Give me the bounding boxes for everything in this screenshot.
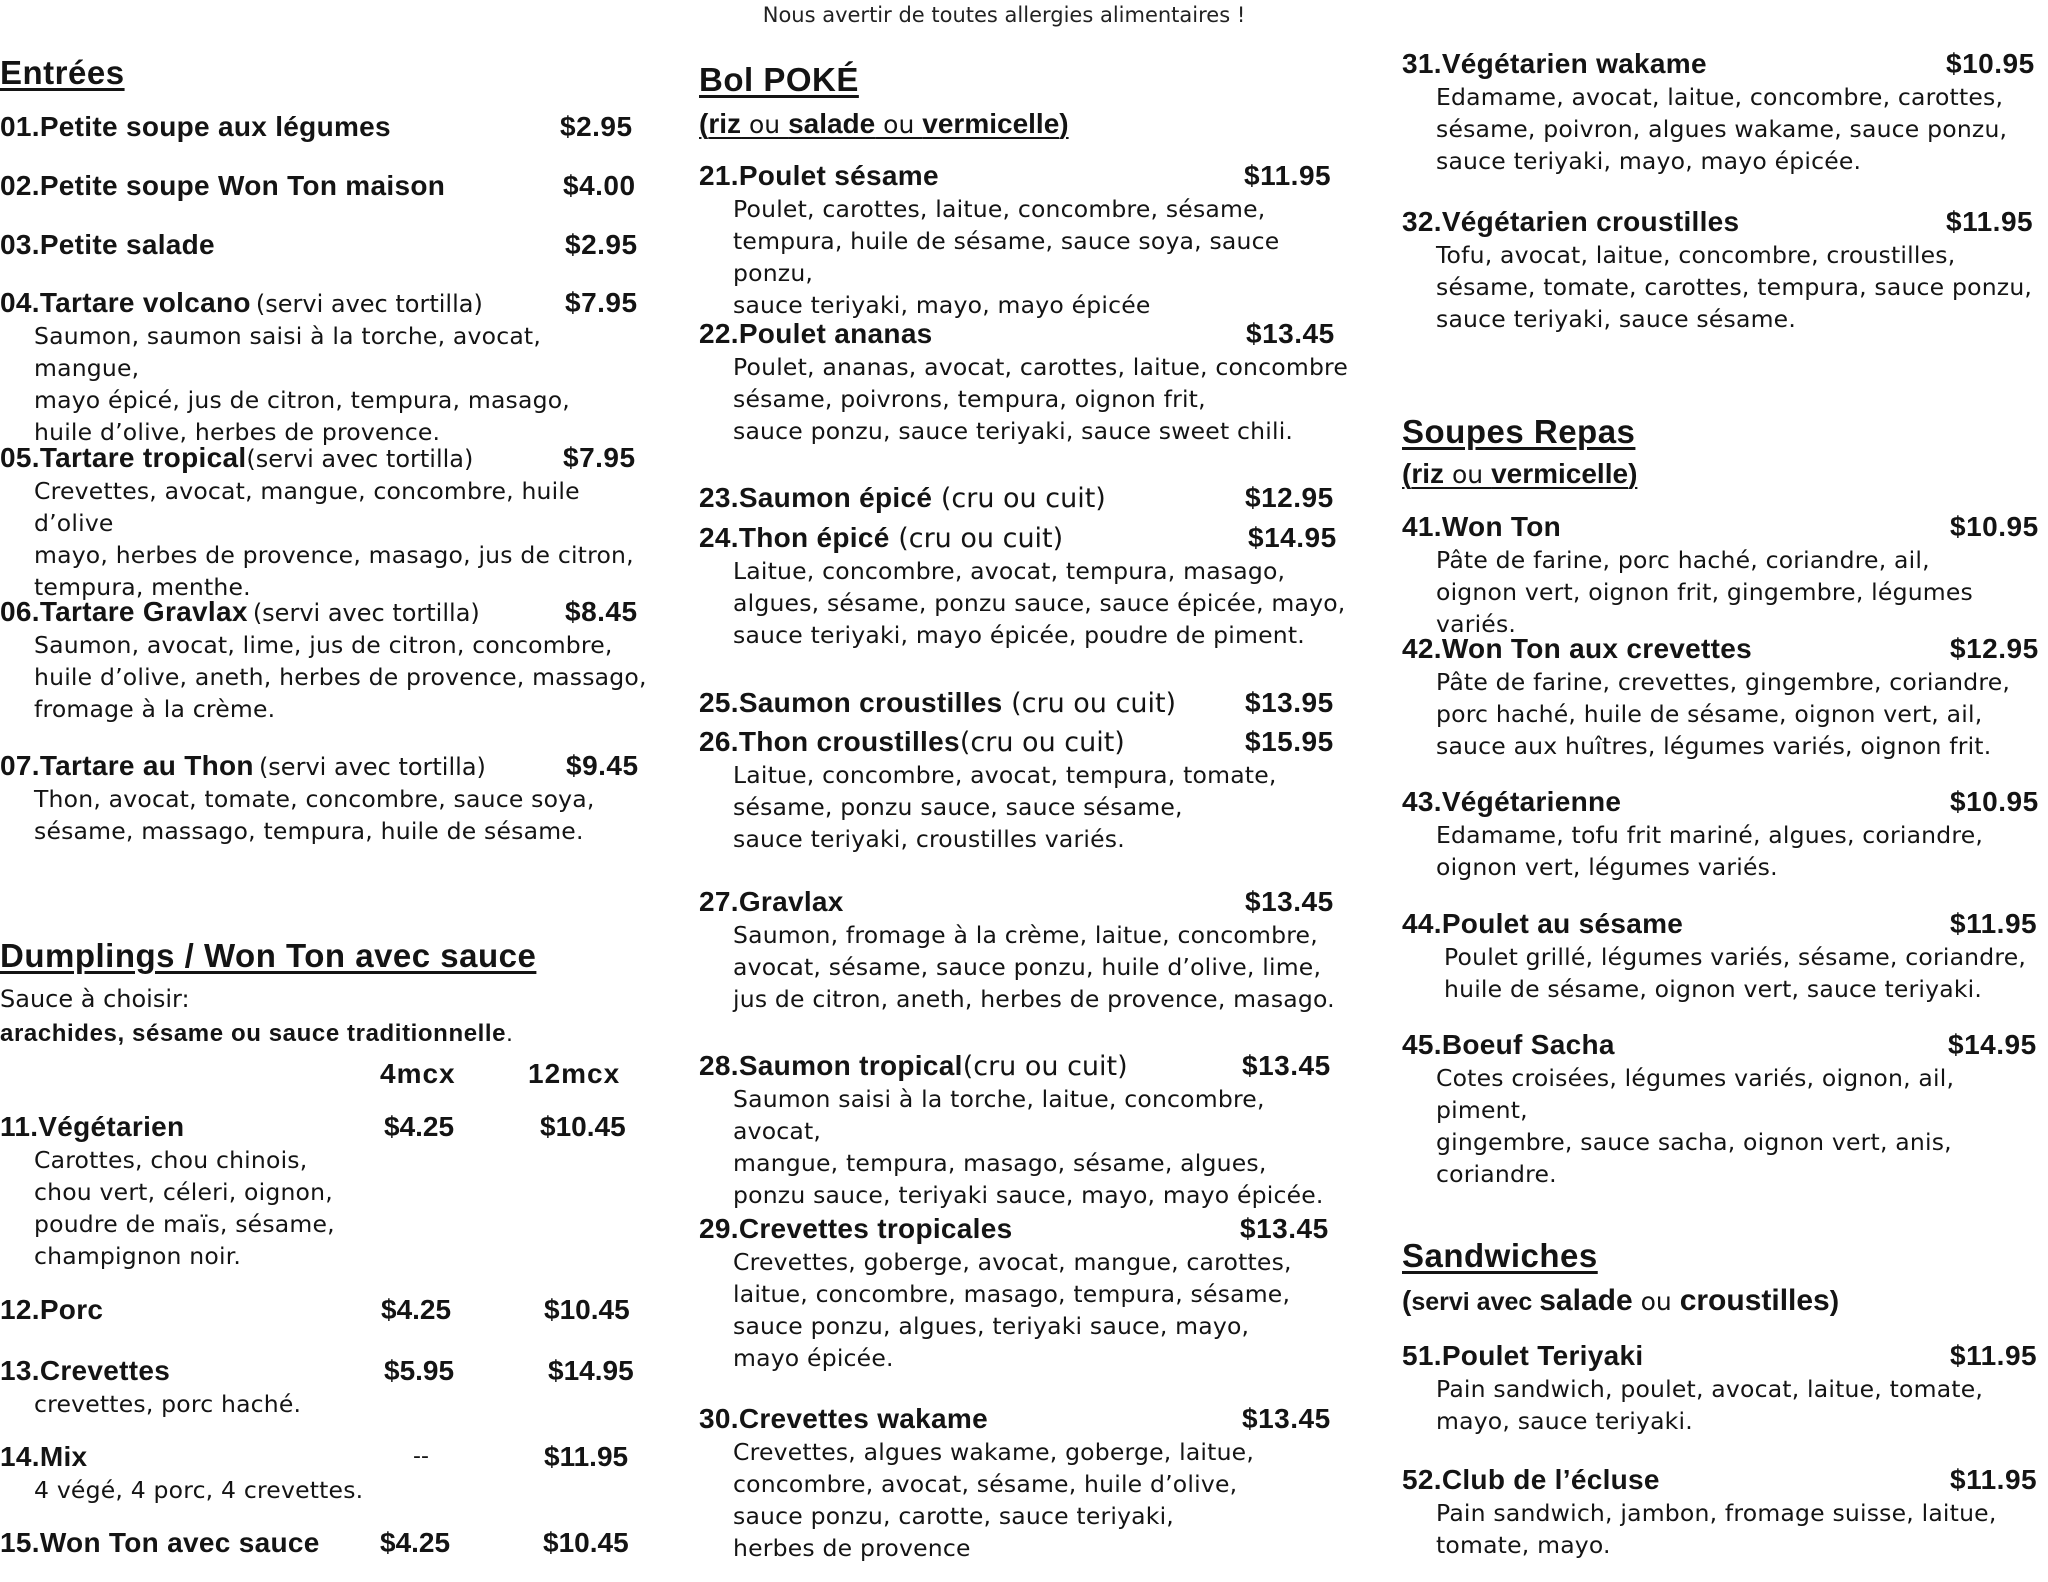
item-name: 12.Porc: [0, 1294, 104, 1325]
item-description: Crevettes, goberge, avocat, mangue, carottes, laitue, concombre, masago, tempura, sésame, sauce ponzu, algues, teriyaki sauce, mayo, mayo épicée.: [733, 1248, 1292, 1372]
item-price: $13.95: [1245, 687, 1334, 718]
menu-item: [1402, 510, 2048, 640]
item-price: $11.95: [1946, 206, 2034, 237]
item-name: 23.Saumon épicé: [699, 482, 933, 513]
item-note: (cru ou cuit): [959, 727, 1125, 758]
item-description: Saumon, fromage à la crème, laitue, concombre, avocat, sésame, sauce ponzu, huile d’olive, lime, jus de citron, aneth, herbes de provence, masago.: [733, 921, 1335, 1013]
section-subtitle-soupes: (riz ou vermicelle): [1402, 458, 1638, 489]
item-price-12: $11.95: [544, 1441, 629, 1472]
item-price-4: $4.25: [380, 1527, 451, 1558]
item-price: $8.45: [565, 596, 638, 627]
menu-item: [699, 481, 1349, 515]
item-name: 30.Crevettes wakame: [699, 1403, 988, 1434]
item-price: $15.95: [1245, 726, 1334, 757]
menu-item: [699, 725, 1349, 855]
item-description: 4 végé, 4 porc, 4 crevettes.: [34, 1476, 364, 1504]
item-note: (cru ou cuit): [962, 1051, 1128, 1082]
item-description: Laitue, concombre, avocat, tempura, masago, algues, sésame, ponzu sauce, sauce épicée, mayo, sauce teriyaki, mayo épicée, poudre de piment.: [733, 557, 1346, 649]
item-price: $2.95: [565, 229, 638, 260]
item-price: $13.45: [1246, 318, 1335, 349]
menu-item: [0, 1354, 648, 1420]
item-name: 27.Gravlax: [699, 886, 844, 917]
item-price: $12.95: [1245, 482, 1334, 513]
item-price: $7.95: [563, 442, 636, 473]
item-name: 14.Mix: [0, 1441, 88, 1472]
item-price-4: $4.25: [384, 1111, 455, 1142]
section-title-poke: Bol POKÉ: [699, 61, 859, 98]
menu-item: [1402, 785, 2048, 883]
menu-item: [0, 749, 648, 847]
header-12-pieces: 12mcx: [528, 1058, 621, 1089]
item-name: 06.Tartare Gravlax: [0, 596, 248, 627]
item-description: Carottes, chou chinois, chou vert, céleri, oignon, poudre de maïs, sésame, champignon noir.: [34, 1146, 335, 1270]
item-description: Laitue, concombre, avocat, tempura, tomate, sésame, ponzu sauce, sauce sésame, sauce teriyaki, croustilles variés.: [733, 761, 1277, 853]
menu-item: [0, 286, 648, 448]
item-name: 24.Thon épicé: [699, 522, 890, 553]
item-name: 05.Tartare tropical: [0, 442, 247, 473]
item-price: $10.95: [1950, 786, 2039, 817]
section-title-sandwiches: Sandwiches: [1402, 1237, 1598, 1274]
item-price-4: --: [413, 1444, 429, 1469]
item-name: 29.Crevettes tropicales: [699, 1213, 1013, 1244]
item-name: 31.Végétarien wakame: [1402, 48, 1707, 79]
allergy-notice: Nous avertir de toutes allergies alimentaires !: [762, 3, 1246, 27]
section-title-soupes: Soupes Repas: [1402, 413, 1636, 450]
menu-item: [0, 228, 648, 262]
item-name: 22.Poulet ananas: [699, 318, 933, 349]
item-description: Edamame, avocat, laitue, concombre, carottes, sésame, poivron, algues wakame, sauce ponzu, sauce teriyaki, mayo, mayo épicée.: [1436, 83, 2008, 175]
item-name: 07.Tartare au Thon: [0, 750, 254, 781]
menu-item: [1402, 1463, 2048, 1561]
item-price-12: $10.45: [544, 1294, 630, 1325]
item-note: (servi avec tortilla): [252, 599, 480, 627]
item-name: 44.Poulet au sésame: [1402, 908, 1684, 939]
item-description: Poulet grillé, légumes variés, sésame, coriandre, huile de sésame, oignon vert, sauce teriyaki.: [1444, 943, 2027, 1003]
menu-item: [699, 1402, 1349, 1564]
item-description: Thon, avocat, tomate, concombre, sauce soya, sésame, massago, tempura, huile de sésame.: [34, 785, 595, 845]
item-name: 11.Végétarien: [0, 1111, 185, 1142]
section-subtitle-sandwiches: (servi avec salade ou croustilles): [1402, 1284, 1840, 1317]
item-price: $10.95: [1946, 48, 2035, 79]
item-price: $11.95: [1950, 1340, 2038, 1371]
menu-item: [0, 1526, 648, 1560]
item-name: 04.Tartare volcano: [0, 287, 251, 318]
menu-item: [699, 686, 1349, 720]
sauce-label: Sauce à choisir:: [0, 985, 190, 1013]
header-4-pieces: 4mcx: [380, 1058, 456, 1089]
item-price: $11.95: [1950, 1464, 2038, 1495]
menu-item: [1402, 205, 2048, 335]
section-subtitle-poke: (riz ou salade ou vermicelle): [699, 108, 1069, 139]
item-price: $2.95: [560, 111, 633, 142]
menu-item: [699, 885, 1349, 1015]
item-description: crevettes, porc haché.: [34, 1390, 302, 1418]
item-price-12: $10.45: [543, 1527, 629, 1558]
item-price: $10.95: [1950, 511, 2039, 542]
item-description: Crevettes, avocat, mangue, concombre, huile d’olive mayo, herbes de provence, masago, jus de citron, tempura, menthe.: [34, 477, 634, 601]
menu-item: [0, 1440, 648, 1506]
item-price-4: $4.25: [381, 1294, 452, 1325]
section-title-dumplings: Dumplings / Won Ton avec sauce: [0, 937, 537, 974]
menu-item: [0, 110, 648, 144]
item-description: Saumon, avocat, lime, jus de citron, concombre, huile d’olive, aneth, herbes de provence, massago, fromage à la crème.: [34, 631, 647, 723]
item-price: $12.95: [1950, 633, 2039, 664]
price-column-headers: [0, 1056, 648, 1092]
item-description: Crevettes, algues wakame, goberge, laitue, concombre, avocat, sésame, huile d’olive, sauce ponzu, carotte, sauce teriyaki, herbes de provence: [733, 1438, 1254, 1562]
item-note: (servi avec tortilla): [246, 445, 474, 473]
item-name: 15.Won Ton avec sauce: [0, 1527, 320, 1558]
item-name: 51.Poulet Teriyaki: [1402, 1340, 1644, 1371]
item-name: 21.Poulet sésame: [699, 160, 939, 191]
menu-item: [1402, 1339, 2048, 1437]
menu-item: [0, 1293, 648, 1327]
item-price: $14.95: [1248, 522, 1337, 553]
item-price: $4.00: [563, 170, 636, 201]
menu-item: [1402, 632, 2048, 762]
menu-item: [0, 441, 648, 603]
item-note: (cru ou cuit): [1002, 688, 1177, 719]
menu-item: [699, 159, 1349, 321]
item-price: $13.45: [1240, 1213, 1329, 1244]
item-note: (cru ou cuit): [932, 483, 1106, 514]
menu-item: [699, 1212, 1349, 1374]
sauce-options: arachides, sésame ou sauce traditionnelle.: [0, 1020, 514, 1047]
item-name: 52.Club de l’écluse: [1402, 1464, 1660, 1495]
menu-item: [0, 169, 648, 203]
item-price: $13.45: [1245, 886, 1334, 917]
item-description: Poulet, ananas, avocat, carottes, laitue, concombre sésame, poivrons, tempura, oignon frit, sauce ponzu, sauce teriyaki, sauce sweet chili.: [733, 353, 1349, 445]
item-description: Poulet, carottes, laitue, concombre, sésame, tempura, huile de sésame, sauce soya, sauce ponzu, sauce teriyaki, mayo, mayo épicée: [733, 195, 1280, 319]
menu-item: [1402, 1028, 2048, 1190]
menu-item: [699, 317, 1349, 447]
item-note: (cru ou cuit): [889, 523, 1064, 554]
item-name: 25.Saumon croustilles: [699, 687, 1003, 718]
menu-item: [1402, 47, 2048, 177]
item-price: $13.45: [1242, 1050, 1331, 1081]
section-title-entrees: Entrées: [0, 54, 125, 91]
item-name: 03.Petite salade: [0, 229, 215, 260]
item-description: Pâte de farine, crevettes, gingembre, coriandre, porc haché, huile de sésame, oignon vert, ail, sauce aux huîtres, légumes variés, oignon frit.: [1436, 668, 2011, 760]
item-description: Edamame, tofu frit mariné, algues, coriandre, oignon vert, légumes variés.: [1436, 821, 1984, 881]
item-description: Pain sandwich, poulet, avocat, laitue, tomate, mayo, sauce teriyaki.: [1436, 1375, 1984, 1435]
item-name: 32.Végétarien croustilles: [1402, 206, 1740, 237]
item-name: 13.Crevettes: [0, 1355, 171, 1386]
item-price: $7.95: [565, 287, 638, 318]
item-name: 01.Petite soupe aux légumes: [0, 111, 391, 142]
item-name: 43.Végétarienne: [1402, 786, 1622, 817]
item-description: Pain sandwich, jambon, fromage suisse, laitue, tomate, mayo.: [1436, 1499, 1997, 1559]
item-price: $11.95: [1244, 160, 1332, 191]
item-description: Cotes croisées, légumes variés, oignon, ail, piment, gingembre, sauce sacha, oignon vert, anis, coriandre.: [1436, 1064, 1955, 1188]
item-name: 41.Won Ton: [1402, 511, 1562, 542]
item-description: Pâte de farine, porc haché, coriandre, ail, oignon vert, oignon frit, gingembre, légumes variés.: [1436, 546, 1973, 638]
item-name: 42.Won Ton aux crevettes: [1402, 633, 1753, 664]
item-name: 02.Petite soupe Won Ton maison: [0, 170, 446, 201]
item-price-12: $14.95: [548, 1355, 634, 1386]
item-price-4: $5.95: [384, 1355, 455, 1386]
item-price: $14.95: [1948, 1029, 2037, 1060]
menu-item: [1402, 907, 2048, 1005]
item-description: Tofu, avocat, laitue, concombre, croustilles, sésame, tomate, carottes, tempura, sauce ponzu, sauce teriyaki, sauce sésame.: [1436, 241, 2033, 333]
item-description: Saumon, saumon saisi à la torche, avocat, mangue, mayo épicé, jus de citron, tempura, masago, huile d’olive, herbes de provence.: [34, 322, 570, 446]
item-name: 45.Boeuf Sacha: [1402, 1029, 1615, 1060]
menu-item: [699, 1049, 1349, 1211]
item-name: 26.Thon croustilles: [699, 726, 960, 757]
item-price: $9.45: [566, 750, 639, 781]
item-description: Saumon saisi à la torche, laitue, concombre, avocat, mangue, tempura, masago, sésame, algues, ponzu sauce, teriyaki sauce, mayo, mayo épicée.: [733, 1085, 1324, 1209]
menu-item: [0, 595, 648, 725]
item-note: (servi avec tortilla): [255, 290, 483, 318]
item-name: 28.Saumon tropical: [699, 1050, 963, 1081]
item-price: $13.45: [1242, 1403, 1331, 1434]
item-price: $11.95: [1950, 908, 2038, 939]
menu-item: [699, 521, 1349, 651]
menu-item: [0, 1110, 648, 1272]
item-note: (servi avec tortilla): [258, 753, 486, 781]
item-price-12: $10.45: [540, 1111, 626, 1142]
